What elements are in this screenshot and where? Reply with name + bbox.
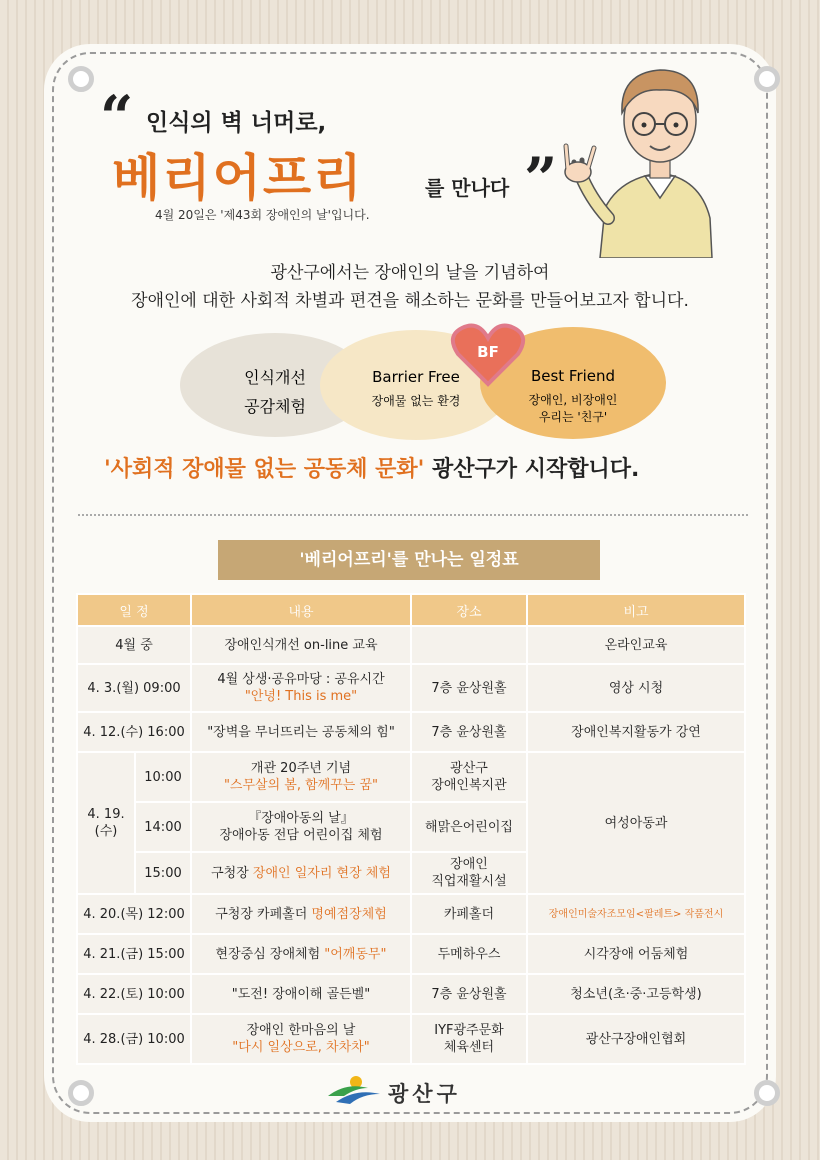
cell-content: 장애인식개선 on-line 교육 bbox=[191, 626, 411, 664]
header-date: 일 정 bbox=[77, 594, 191, 626]
cell-content-highlight: "어깨동무" bbox=[324, 946, 387, 962]
slogan-rest: 광산구가 시작합니다. bbox=[424, 457, 640, 482]
cell-note: 장애인복지활동가 강연 bbox=[527, 712, 745, 752]
table-header-row bbox=[77, 594, 745, 626]
cell-content: "도전! 장애이해 골든벨" bbox=[191, 974, 411, 1014]
slogan bbox=[104, 452, 639, 483]
open-quote: “ bbox=[100, 83, 134, 151]
binder-ring-icon bbox=[754, 66, 780, 92]
table-row bbox=[77, 712, 745, 752]
headline-main: 베리어프리 bbox=[112, 149, 364, 207]
binder-ring-icon bbox=[68, 1080, 94, 1106]
cell-content-plain: 현장중심 장애체험 bbox=[215, 946, 325, 962]
cell-note: 광산구장애인협회 bbox=[527, 1014, 745, 1064]
cell-note: 장애인미술자조모임<팔레트> 작품전시 bbox=[527, 894, 745, 934]
cell-date: 4. 21.(금) 15:00 bbox=[77, 934, 191, 974]
intro-line1: 광산구에서는 장애인의 날을 기념하여 bbox=[270, 263, 550, 283]
cell-place-line: 광산구 bbox=[450, 761, 488, 776]
cell-content-line: 『장애아동의 날』 bbox=[248, 811, 354, 826]
cell-date: 4. 28.(금) 10:00 bbox=[77, 1014, 191, 1064]
schedule-banner: '베리어프리'를 만나는 일정표 bbox=[218, 540, 600, 580]
cell-note: 시각장애 어둠체험 bbox=[527, 934, 745, 974]
cell-place: 해맑은어린이집 bbox=[411, 802, 527, 852]
gwangsan-logo-icon bbox=[326, 1074, 382, 1108]
binder-ring-icon bbox=[68, 66, 94, 92]
cell-date: 4. 3.(월) 09:00 bbox=[77, 664, 191, 712]
cell-place: 카페홀더 bbox=[411, 894, 527, 934]
cell-time: 15:00 bbox=[135, 852, 191, 894]
bubble-best-friend-sub2: 우리는 '친구' bbox=[538, 410, 608, 424]
cell-content bbox=[191, 664, 411, 712]
cell-place-line: 장애인 bbox=[450, 857, 488, 872]
cell-content-line: 4월 상생·공유마당 : 공유시간 bbox=[217, 672, 385, 687]
cell-content bbox=[191, 894, 411, 934]
cell-content bbox=[191, 934, 411, 974]
cell-place-line: 장애인복지관 bbox=[431, 778, 507, 793]
bubble-best-friend-title: Best Friend bbox=[530, 367, 616, 385]
table-row bbox=[77, 664, 745, 712]
bubble-barrier-free-sub: 장애물 없는 환경 bbox=[371, 394, 461, 408]
cell-place: 두메하우스 bbox=[411, 934, 527, 974]
cell-date: 4월 중 bbox=[77, 626, 191, 664]
intro-line2: 장애인에 대한 사회적 차별과 편견을 해소하는 문화를 만들어보고자 합니다. bbox=[131, 291, 689, 311]
table-row bbox=[77, 752, 745, 802]
date-notice: 4월 20일은 '제43회 장애인의 날'입니다. bbox=[155, 208, 370, 222]
cell-content-highlight: "안녕! This is me" bbox=[244, 689, 358, 704]
headline-suffix: 를 만나다 bbox=[425, 176, 510, 200]
table-row bbox=[77, 974, 745, 1014]
cell-content-highlight: "스무살의 봄, 함께꾸는 꿈" bbox=[223, 778, 379, 793]
cell-content-plain: 구청장 bbox=[211, 865, 253, 881]
cell-date: 4. 20.(목) 12:00 bbox=[77, 894, 191, 934]
header-content: 내용 bbox=[191, 594, 411, 626]
cell-time: 10:00 bbox=[135, 752, 191, 802]
table-row bbox=[77, 626, 745, 664]
cell-note: 온라인교육 bbox=[527, 626, 745, 664]
cell-note: 여성아동과 bbox=[527, 752, 745, 894]
cell-date: 4. 12.(수) 16:00 bbox=[77, 712, 191, 752]
cell-place: 7층 윤상원홀 bbox=[411, 712, 527, 752]
close-quote: ” bbox=[524, 145, 558, 213]
cell-place-line: IYF광주문화 bbox=[434, 1023, 504, 1038]
man-illustration bbox=[560, 58, 720, 258]
cell-place bbox=[411, 852, 527, 894]
cell-content-highlight: 장애인 일자리 현장 체험 bbox=[252, 865, 391, 881]
cell-place: 7층 윤상원홀 bbox=[411, 664, 527, 712]
cell-note: 청소년(초·중·고등학생) bbox=[527, 974, 745, 1014]
cell-place-line: 직업재활시설 bbox=[431, 874, 507, 889]
bubble-barrier-free-title: Barrier Free bbox=[372, 368, 460, 386]
header-place: 장소 bbox=[411, 594, 527, 626]
bubble-awareness-line1: 인식개선 bbox=[244, 368, 306, 387]
cell-date-line: 4. 19. bbox=[87, 807, 125, 822]
bubble-awareness-line2: 공감체험 bbox=[244, 397, 306, 416]
cell-content bbox=[191, 852, 411, 894]
cell-content-line: 장애아동 전담 어린이집 체험 bbox=[219, 828, 383, 843]
cell-content-line: 장애인 한마음의 날 bbox=[246, 1023, 356, 1038]
logo-text: 광산구 bbox=[388, 1082, 461, 1106]
binder-ring-icon bbox=[754, 1080, 780, 1106]
cell-place bbox=[411, 1014, 527, 1064]
divider bbox=[78, 514, 748, 516]
bubble-best-friend-sub1: 장애인, 비장애인 bbox=[528, 393, 618, 407]
cell-content bbox=[191, 752, 411, 802]
cell-date-day: (수) bbox=[94, 824, 118, 839]
headline-line1: 인식의 벽 너머로, bbox=[146, 110, 327, 136]
cell-place-line: 체육센터 bbox=[443, 1040, 495, 1055]
cell-place: 7층 윤상원홀 bbox=[411, 974, 527, 1014]
cell-date bbox=[77, 752, 135, 894]
cell-content bbox=[191, 802, 411, 852]
cell-time: 14:00 bbox=[135, 802, 191, 852]
cell-content-line: 개관 20주년 기념 bbox=[250, 761, 352, 776]
cell-note: 영상 시청 bbox=[527, 664, 745, 712]
cell-place bbox=[411, 626, 527, 664]
heart-label: BF bbox=[477, 343, 499, 361]
table-row bbox=[77, 934, 745, 974]
cell-date: 4. 22.(토) 10:00 bbox=[77, 974, 191, 1014]
slogan-highlight: '사회적 장애물 없는 공동체 문화' bbox=[104, 457, 425, 482]
table-row bbox=[77, 894, 745, 934]
cell-content-highlight: "다시 일상으로, 차차차" bbox=[232, 1040, 370, 1055]
cell-content: "장벽을 무너뜨리는 공동체의 힘" bbox=[191, 712, 411, 752]
cell-content-highlight: 명예점장체험 bbox=[311, 906, 387, 922]
schedule-table bbox=[76, 593, 746, 1065]
cell-place bbox=[411, 752, 527, 802]
cell-content bbox=[191, 1014, 411, 1064]
header-note: 비고 bbox=[527, 594, 745, 626]
table-row bbox=[77, 1014, 745, 1064]
cell-content-plain: 구청장 카페홀더 bbox=[215, 906, 312, 922]
